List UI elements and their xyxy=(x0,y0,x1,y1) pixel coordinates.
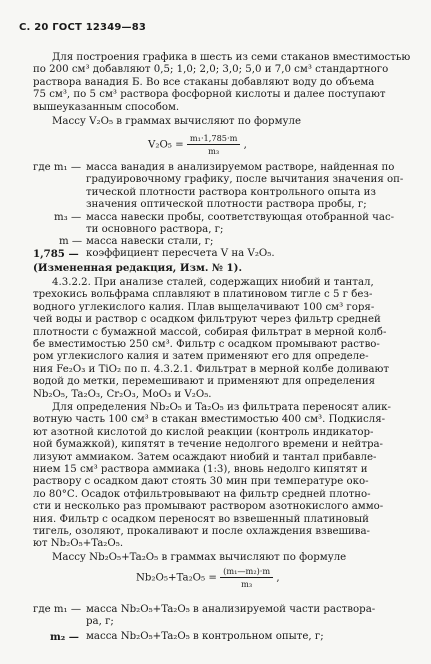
variable-desc-m2 xyxy=(86,631,413,643)
text-line: чей воды и раствор с осадком фильтруют через фильтр средней xyxy=(33,314,381,326)
variable-label-coefficient: 1,785 — xyxy=(33,248,79,260)
text-line: вышеуказанным способом. xyxy=(33,101,180,113)
variable-desc-m1-nb xyxy=(86,604,413,629)
text-line: вотную часть 100 см³ в стакан вместимостью 400 см³. Подкисля- xyxy=(33,414,386,426)
text-line: бе вместимостью 250 см³. Фильтр с осадком промывают раство- xyxy=(33,339,380,351)
text-line: ром углекислого калия и затем применяют его для определе- xyxy=(33,351,369,363)
text-line: Массу V₂O₅ в граммах вычисляют по формуле xyxy=(52,116,302,127)
text-line: Массу Nb₂O₅+Ta₂O₅ в граммах вычисляют по формуле xyxy=(52,552,347,563)
formula-fraction xyxy=(187,133,240,156)
formula-tail: , xyxy=(276,572,280,584)
paragraph-graph-construction xyxy=(33,52,413,114)
text-line: 75 см³, по 5 см³ раствора фосфорной кислоты и далее поступают xyxy=(33,89,386,101)
formula-denominator: m₃ xyxy=(208,146,220,156)
text-line: значения оптической плотности раствора пробы, г; xyxy=(86,199,367,211)
variable-label-m1: где m₁ — xyxy=(33,162,82,173)
variable-label-m: m — xyxy=(59,236,83,247)
formula-nb-ta xyxy=(136,566,280,589)
formula-fraction xyxy=(220,566,273,589)
variable-label-m1-nb: где m₁ — xyxy=(33,604,82,615)
formula-lhs: Nb₂O₅+Ta₂O₅ = xyxy=(136,572,217,584)
formula-numerator: m₁·1,785·m xyxy=(187,133,240,145)
text-line: по 200 см³ добавляют 0,5; 1,0; 2,0; 3,0; 5,0 и 7,0 см³ стандартного xyxy=(33,64,389,76)
text-line: ной бумажкой), кипятят в течение недолгого времени и нейтра- xyxy=(33,439,383,451)
variable-label-m2: m₂ — xyxy=(50,631,79,643)
text-line: Nb₂O₅, Ta₂O₃, Cr₂O₃, MoO₃ и V₂O₅. xyxy=(33,388,212,400)
formula-denominator: m₃ xyxy=(241,579,253,589)
paragraph-nb-ta-formula-intro xyxy=(33,552,413,564)
paragraph-4-3-2-2 xyxy=(33,277,413,401)
formula-lhs: V₂O₅ = xyxy=(148,139,184,151)
text-line: масса навески стали, г; xyxy=(86,236,214,247)
text-line: коэффициент пересчета V на V₂O₅. xyxy=(86,248,275,259)
text-line: тической плотности раствора контрольного опыта из xyxy=(86,186,376,198)
text-line: трехокись вольфрама сплавляют в платиновом тигле с 5 г без- xyxy=(33,289,373,301)
formula-v2o5 xyxy=(148,133,247,156)
variable-desc-m xyxy=(86,236,413,248)
text-line: Для построения графика в шесть из семи стаканов вместимостью xyxy=(52,52,411,63)
formula-tail: , xyxy=(243,139,247,151)
text-line: (Измененная редакция, Изм. № 1). xyxy=(33,262,243,274)
text-line: плотности с бумажной массой, собирая фильтрат в мерной колб- xyxy=(33,326,387,338)
text-line: водой до метки, перемешивают и применяют для определения xyxy=(33,376,376,388)
text-line: раствора ванадия Б. Во все стаканы добавляют воду до объема xyxy=(33,76,375,88)
text-line: 4.3.2.2. При анализе сталей, содержащих ниобий и тантал, xyxy=(52,277,374,288)
text-line: масса Nb₂O₅+Ta₂O₅ в анализируемой части раствора- xyxy=(86,604,376,615)
text-line: ти основного раствора, г; xyxy=(86,224,224,236)
amendment-note xyxy=(33,262,413,274)
variable-desc-m1 xyxy=(86,162,413,212)
variable-label-m3: m₃ — xyxy=(54,212,82,223)
text-line: ния Fe₂O₃ и TiO₂ по п. 4.3.2.1. Фильтрат в мерной колбе доливают xyxy=(33,363,389,375)
text-line: Для определения Nb₂O₅ и Ta₂O₅ из фильтрата переносят алик- xyxy=(52,402,391,413)
text-line: масса навески пробы, соответствующая отобранной час- xyxy=(86,212,395,223)
text-line: ния. Фильтр с осадком переносят во взвешенный платиновый xyxy=(33,513,369,525)
paragraph-v2o5-intro xyxy=(33,116,413,128)
text-line: лизуют аммиаком. Затем осаждают ниобий и тантал прибавле- xyxy=(33,451,377,463)
variable-desc-coefficient xyxy=(86,248,413,260)
text-line: масса Nb₂O₅+Ta₂O₅ в контрольном опыте, г; xyxy=(86,631,324,642)
page-header: С. 20 ГОСТ 12349—83 xyxy=(19,22,147,33)
text-line: раствору с осадком дают стоять 30 мин при температуре око- xyxy=(33,476,369,488)
text-line: масса ванадия в анализируемом растворе, найденная по xyxy=(86,162,395,173)
text-line: нием 15 см³ раствора аммиака (1:3), вновь недолго кипятят и xyxy=(33,464,368,476)
formula-numerator: (m₁—m₂)·m xyxy=(220,566,273,578)
text-line: градуировочному графику, после вычитания значения оп- xyxy=(86,174,404,186)
paragraph-nb-ta-determination xyxy=(33,402,413,551)
text-line: сти и несколько раз промывают раствором азотнокислого аммо- xyxy=(33,501,384,513)
variable-desc-m3 xyxy=(86,212,413,237)
text-line: тигель, озоляют, прокаливают и после охлаждения взвешива- xyxy=(33,526,370,538)
text-line: ло 80°С. Осадок отфильтровывают на фильтр средней плотно- xyxy=(33,488,371,500)
text-line: ют азотной кислотой до кислой реакции (контроль индикатор- xyxy=(33,426,374,438)
text-line: ют Nb₂O₅+Ta₂O₅. xyxy=(33,538,124,550)
text-line: водного углекислого калия. Плав выщелачивают 100 см³ горя- xyxy=(33,301,375,313)
text-line: ра, г; xyxy=(86,616,114,628)
